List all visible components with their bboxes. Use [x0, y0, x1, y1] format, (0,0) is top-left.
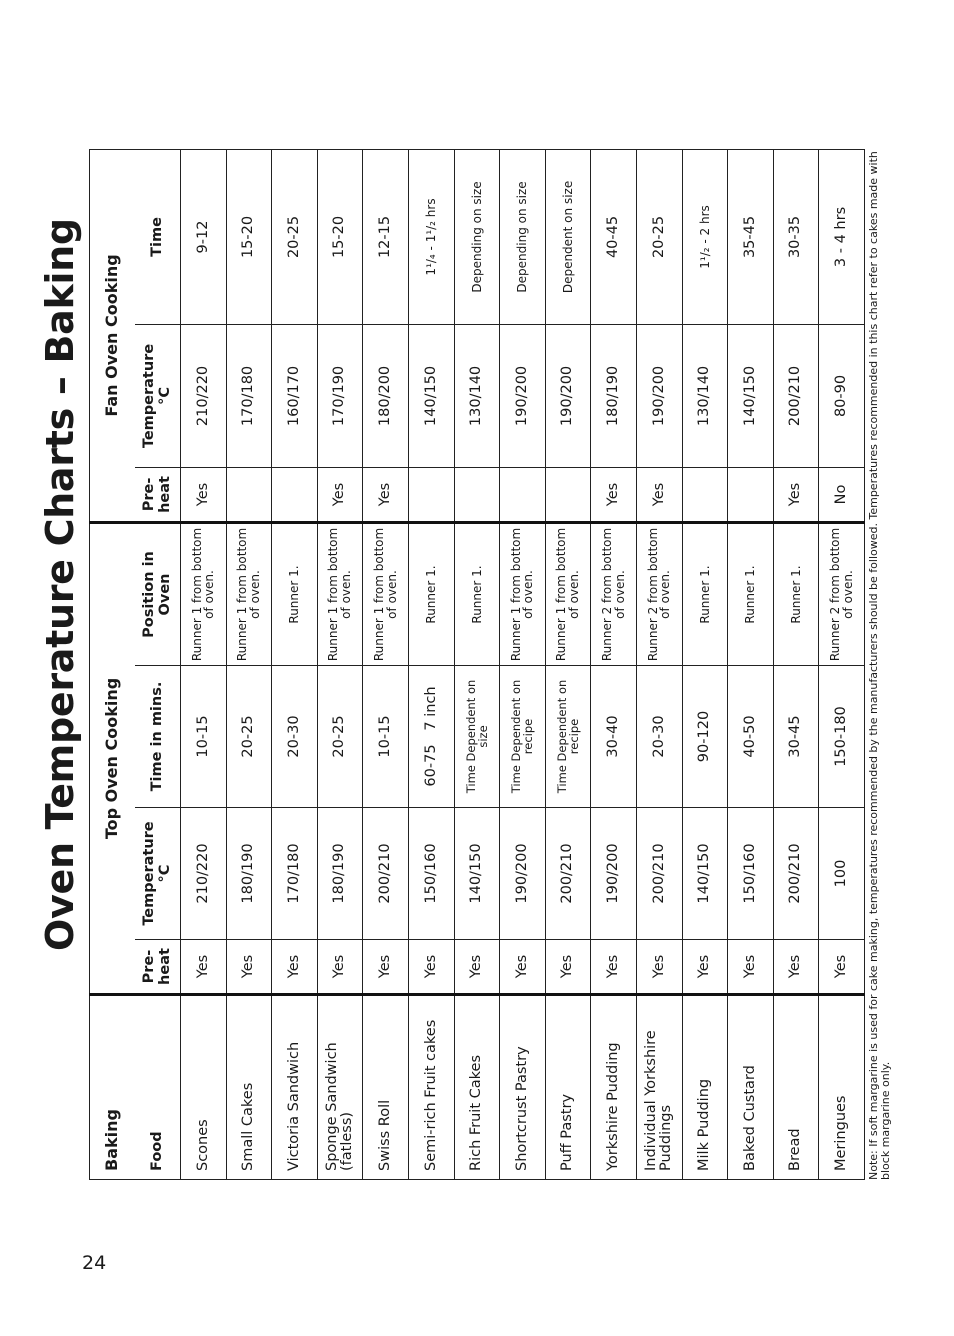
cell-fan-temp: 190/200 — [545, 324, 591, 467]
cell-fan-time: 35-45 — [728, 149, 774, 324]
header-fan-temp — [135, 324, 181, 467]
cell-top-preheat: Yes — [272, 940, 318, 995]
cell-top-position: Runner 1 from bottom of oven. — [226, 522, 272, 665]
cell-fan-temp: 170/190 — [317, 324, 363, 467]
cell-fan-temp: 170/180 — [226, 324, 272, 467]
cell-top-preheat: Yes — [591, 940, 637, 995]
cell-fan-time: Depending on size — [454, 149, 500, 324]
cell-food: Milk Pudding — [682, 995, 728, 1180]
header-top-position — [135, 522, 181, 665]
cell-top-temp: 150/160 — [728, 808, 774, 940]
cell-food: Bread — [773, 995, 819, 1180]
table-row — [819, 149, 865, 1179]
cell-top-temp: 200/210 — [773, 808, 819, 940]
cell-top-preheat: Yes — [181, 940, 227, 995]
page-number: 24 — [82, 1252, 107, 1274]
cell-top-temp: 190/200 — [500, 808, 546, 940]
cell-fan-preheat — [408, 467, 454, 522]
cell-fan-time: 40-45 — [591, 149, 637, 324]
header-top-temp — [135, 808, 181, 940]
cell-top-temp: 210/220 — [181, 808, 227, 940]
header-top-position-label: Position in Oven — [141, 551, 173, 638]
header-top-preheat-label: Pre- heat — [141, 948, 173, 985]
cell-top-time: Time Dependent on recipe — [545, 666, 591, 808]
table-row — [773, 149, 819, 1179]
table-row — [454, 149, 500, 1179]
page-title: Oven Temperature Charts – Baking — [38, 218, 82, 951]
cell-food: Scones — [181, 995, 227, 1180]
cell-top-preheat: Yes — [773, 940, 819, 995]
cell-top-position: Runner 1. — [408, 522, 454, 665]
cell-fan-time: 20-25 — [636, 149, 682, 324]
cell-fan-preheat: Yes — [317, 467, 363, 522]
cell-food: Puff Pastry — [545, 995, 591, 1180]
cell-top-time: 30-45 — [773, 666, 819, 808]
cell-fan-temp: 140/150 — [728, 324, 774, 467]
cell-fan-time: 3 - 4 hrs — [819, 149, 865, 324]
cell-top-temp: 140/150 — [454, 808, 500, 940]
cell-fan-preheat — [272, 467, 318, 522]
cell-top-temp: 100 — [819, 808, 865, 940]
table-row — [181, 149, 227, 1179]
cell-fan-temp: 190/200 — [500, 324, 546, 467]
cell-top-preheat: Yes — [819, 940, 865, 995]
cell-top-temp: 190/200 — [591, 808, 637, 940]
cell-fan-preheat — [454, 467, 500, 522]
cell-top-preheat: Yes — [682, 940, 728, 995]
cell-fan-time: 30-35 — [773, 149, 819, 324]
cell-top-position: Runner 2 from bottom of oven. — [636, 522, 682, 665]
table-row — [545, 149, 591, 1179]
table-row — [272, 149, 318, 1179]
cell-fan-time: 1¹/₂ - 2 hrs — [682, 149, 728, 324]
cell-fan-preheat: Yes — [363, 467, 409, 522]
cell-food: Yorkshire Pudding — [591, 995, 637, 1180]
cell-top-position: Runner 1. — [728, 522, 774, 665]
table-row — [728, 149, 774, 1179]
section-title: Baking — [90, 995, 136, 1180]
group-fan-oven: Fan Oven Cooking — [90, 149, 136, 522]
table-row — [500, 149, 546, 1179]
cell-top-time: 60-75 7 inch — [408, 666, 454, 808]
header-fan-preheat — [135, 467, 181, 522]
group-top-oven: Top Oven Cooking — [90, 522, 136, 994]
cell-fan-preheat — [682, 467, 728, 522]
cell-fan-temp: 160/170 — [272, 324, 318, 467]
cell-top-position: Runner 1. — [272, 522, 318, 665]
baking-chart-table — [89, 149, 865, 1180]
header-fan-temp-label: Temperature °C — [141, 343, 173, 449]
cell-fan-time: 1¹/₄ - 1¹/₂ hrs — [408, 149, 454, 324]
cell-food: Victoria Sandwich — [272, 995, 318, 1180]
cell-top-preheat: Yes — [500, 940, 546, 995]
cell-top-time: 40-50 — [728, 666, 774, 808]
cell-top-position: Runner 1 from bottom of oven. — [363, 522, 409, 665]
cell-fan-time: 15-20 — [226, 149, 272, 324]
cell-top-temp: 200/210 — [545, 808, 591, 940]
cell-fan-temp: 190/200 — [636, 324, 682, 467]
cell-top-position: Runner 1. — [682, 522, 728, 665]
table-row — [408, 149, 454, 1179]
cell-top-time: 10-15 — [181, 666, 227, 808]
cell-top-position: Runner 1. — [773, 522, 819, 665]
cell-fan-time: 15-20 — [317, 149, 363, 324]
table-row — [682, 149, 728, 1179]
cell-fan-temp: 200/210 — [773, 324, 819, 467]
header-top-temp-label: Temperature °C — [141, 821, 173, 926]
cell-top-preheat: Yes — [408, 940, 454, 995]
cell-top-preheat: Yes — [454, 940, 500, 995]
cell-fan-time: Depending on size — [500, 149, 546, 324]
cell-fan-preheat — [545, 467, 591, 522]
cell-top-preheat: Yes — [728, 940, 774, 995]
cell-top-temp: 170/180 — [272, 808, 318, 940]
footnote: Note: If soft margarine is used for cake making, temperatures recommended by the manufacturers should be followed. Temperatures recommended in this chart refer to cakes made with block margarine only. — [867, 151, 893, 1180]
header-fan-time: Time — [135, 149, 181, 324]
cell-fan-preheat — [728, 467, 774, 522]
cell-food: Swiss Roll — [363, 995, 409, 1180]
cell-top-position: Runner 2 from bottom of oven. — [591, 522, 637, 665]
header-top-time: Time in mins. — [135, 666, 181, 808]
table-row — [636, 149, 682, 1179]
cell-fan-temp: 210/220 — [181, 324, 227, 467]
cell-food: Small Cakes — [226, 995, 272, 1180]
cell-top-position: Runner 1 from bottom of oven. — [545, 522, 591, 665]
cell-fan-time: 9-12 — [181, 149, 227, 324]
cell-top-temp: 140/150 — [682, 808, 728, 940]
cell-fan-preheat: Yes — [773, 467, 819, 522]
cell-top-time: 90-120 — [682, 666, 728, 808]
cell-top-position: Runner 1 from bottom of oven. — [317, 522, 363, 665]
cell-top-preheat: Yes — [545, 940, 591, 995]
cell-fan-preheat: Yes — [591, 467, 637, 522]
table-row — [226, 149, 272, 1179]
cell-top-time: 20-25 — [226, 666, 272, 808]
header-food: Food — [135, 995, 181, 1180]
cell-top-temp: 200/210 — [636, 808, 682, 940]
cell-fan-temp: 140/150 — [408, 324, 454, 467]
cell-fan-time: Dependent on size — [545, 149, 591, 324]
cell-top-time: 30-40 — [591, 666, 637, 808]
table-row — [363, 149, 409, 1179]
cell-fan-preheat: Yes — [181, 467, 227, 522]
cell-food: Individual Yorkshire Puddings — [636, 995, 682, 1180]
cell-top-preheat: Yes — [226, 940, 272, 995]
cell-food: Semi-rich Fruit cakes — [408, 995, 454, 1180]
cell-top-time: 150-180 — [819, 666, 865, 808]
cell-top-temp: 200/210 — [363, 808, 409, 940]
table-body — [181, 149, 865, 1179]
cell-top-temp: 180/190 — [226, 808, 272, 940]
cell-top-time: Time Dependent on recipe — [500, 666, 546, 808]
cell-food: Baked Custard — [728, 995, 774, 1180]
cell-top-temp: 180/190 — [317, 808, 363, 940]
cell-fan-temp: 180/200 — [363, 324, 409, 467]
cell-top-position: Runner 1. — [454, 522, 500, 665]
header-top-preheat — [135, 940, 181, 995]
cell-fan-time: 20-25 — [272, 149, 318, 324]
cell-top-position: Runner 1 from bottom of oven. — [181, 522, 227, 665]
cell-fan-temp: 130/140 — [682, 324, 728, 467]
cell-fan-preheat — [226, 467, 272, 522]
cell-top-preheat: Yes — [317, 940, 363, 995]
cell-fan-temp: 80-90 — [819, 324, 865, 467]
cell-top-temp: 150/160 — [408, 808, 454, 940]
cell-fan-temp: 180/190 — [591, 324, 637, 467]
cell-top-position: Runner 2 from bottom of oven. — [819, 522, 865, 665]
header-fan-preheat-label: Pre- heat — [141, 476, 173, 513]
cell-top-position: Runner 1 from bottom of oven. — [500, 522, 546, 665]
cell-top-time: 20-30 — [272, 666, 318, 808]
cell-food: Sponge Sandwich (fatless) — [317, 995, 363, 1180]
cell-top-time: 10-15 — [363, 666, 409, 808]
cell-food: Meringues — [819, 995, 865, 1180]
cell-fan-time: 12-15 — [363, 149, 409, 324]
cell-fan-preheat — [500, 467, 546, 522]
cell-top-preheat: Yes — [363, 940, 409, 995]
table-row — [317, 149, 363, 1179]
cell-top-time: 20-25 — [317, 666, 363, 808]
cell-top-time: 20-30 — [636, 666, 682, 808]
cell-fan-preheat: No — [819, 467, 865, 522]
cell-food: Rich Fruit Cakes — [454, 995, 500, 1180]
table-row — [591, 149, 637, 1179]
cell-fan-temp: 130/140 — [454, 324, 500, 467]
cell-food: Shortcrust Pastry — [500, 995, 546, 1180]
cell-fan-preheat: Yes — [636, 467, 682, 522]
cell-top-time: Time Dependent on size — [454, 666, 500, 808]
cell-top-preheat: Yes — [636, 940, 682, 995]
